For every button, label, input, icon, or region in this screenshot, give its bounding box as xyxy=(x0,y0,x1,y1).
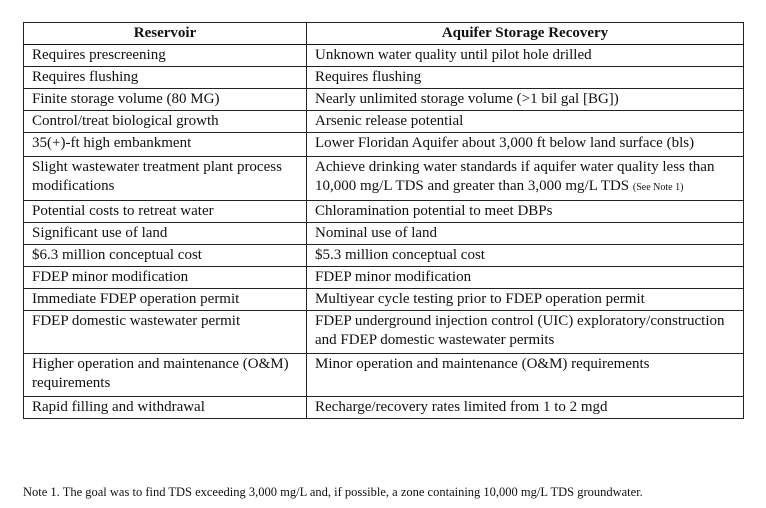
table-row xyxy=(24,111,744,133)
asr-cell: Minor operation and maintenance (O&M) requirements xyxy=(307,354,744,397)
reservoir-cell: FDEP domestic wastewater permit xyxy=(24,311,307,354)
table-row xyxy=(24,223,744,245)
reservoir-cell: Higher operation and maintenance (O&M) requirements xyxy=(24,354,307,397)
table-row xyxy=(24,289,744,311)
header-reservoir: Reservoir xyxy=(24,23,307,45)
asr-cell-text: Achieve drinking water standards if aquifer water quality less than 10,000 mg/L TDS and greater than 3,000 mg/L TDS xyxy=(315,159,715,194)
table-row xyxy=(24,45,744,67)
comparison-table xyxy=(23,22,744,419)
reservoir-cell: Slight wastewater treatment plant process modifications xyxy=(24,157,307,201)
asr-cell: FDEP minor modification xyxy=(307,267,744,289)
table-row xyxy=(24,133,744,157)
table-row xyxy=(24,201,744,223)
asr-cell: FDEP underground injection control (UIC) exploratory/construction and FDEP domestic wastewater permits xyxy=(307,311,744,354)
header-row xyxy=(24,23,744,45)
reservoir-cell: Potential costs to retreat water xyxy=(24,201,307,223)
asr-cell: Nearly unlimited storage volume (>1 bil gal [BG]) xyxy=(307,89,744,111)
asr-cell: Nominal use of land xyxy=(307,223,744,245)
asr-cell: Chloramination potential to meet DBPs xyxy=(307,201,744,223)
table-row xyxy=(24,157,744,201)
reservoir-cell: Significant use of land xyxy=(24,223,307,245)
reservoir-cell: FDEP minor modification xyxy=(24,267,307,289)
reservoir-cell: Rapid filling and withdrawal xyxy=(24,397,307,419)
table-row xyxy=(24,311,744,354)
table-row xyxy=(24,267,744,289)
table-row xyxy=(24,354,744,397)
reservoir-cell: Requires prescreening xyxy=(24,45,307,67)
asr-cell: Lower Floridan Aquifer about 3,000 ft below land surface (bls) xyxy=(307,133,744,157)
asr-cell: $5.3 million conceptual cost xyxy=(307,245,744,267)
reservoir-cell: Immediate FDEP operation permit xyxy=(24,289,307,311)
header-asr: Aquifer Storage Recovery xyxy=(307,23,744,45)
asr-cell xyxy=(307,157,744,201)
table-row xyxy=(24,67,744,89)
footnote: Note 1. The goal was to find TDS exceeding 3,000 mg/L and, if possible, a zone containing 10,000 mg/L TDS groundwater. xyxy=(23,485,643,499)
table-row xyxy=(24,397,744,419)
asr-cell: Multiyear cycle testing prior to FDEP operation permit xyxy=(307,289,744,311)
reservoir-cell: Finite storage volume (80 MG) xyxy=(24,89,307,111)
reservoir-cell: Control/treat biological growth xyxy=(24,111,307,133)
asr-cell: Requires flushing xyxy=(307,67,744,89)
asr-cell: Recharge/recovery rates limited from 1 to 2 mgd xyxy=(307,397,744,419)
reservoir-cell: $6.3 million conceptual cost xyxy=(24,245,307,267)
comparison-table-container xyxy=(23,22,743,419)
table-row xyxy=(24,89,744,111)
reservoir-cell: Requires flushing xyxy=(24,67,307,89)
asr-cell: Unknown water quality until pilot hole drilled xyxy=(307,45,744,67)
reservoir-cell: 35(+)-ft high embankment xyxy=(24,133,307,157)
note-reference: (See Note 1) xyxy=(632,182,684,193)
asr-cell: Arsenic release potential xyxy=(307,111,744,133)
table-row xyxy=(24,245,744,267)
